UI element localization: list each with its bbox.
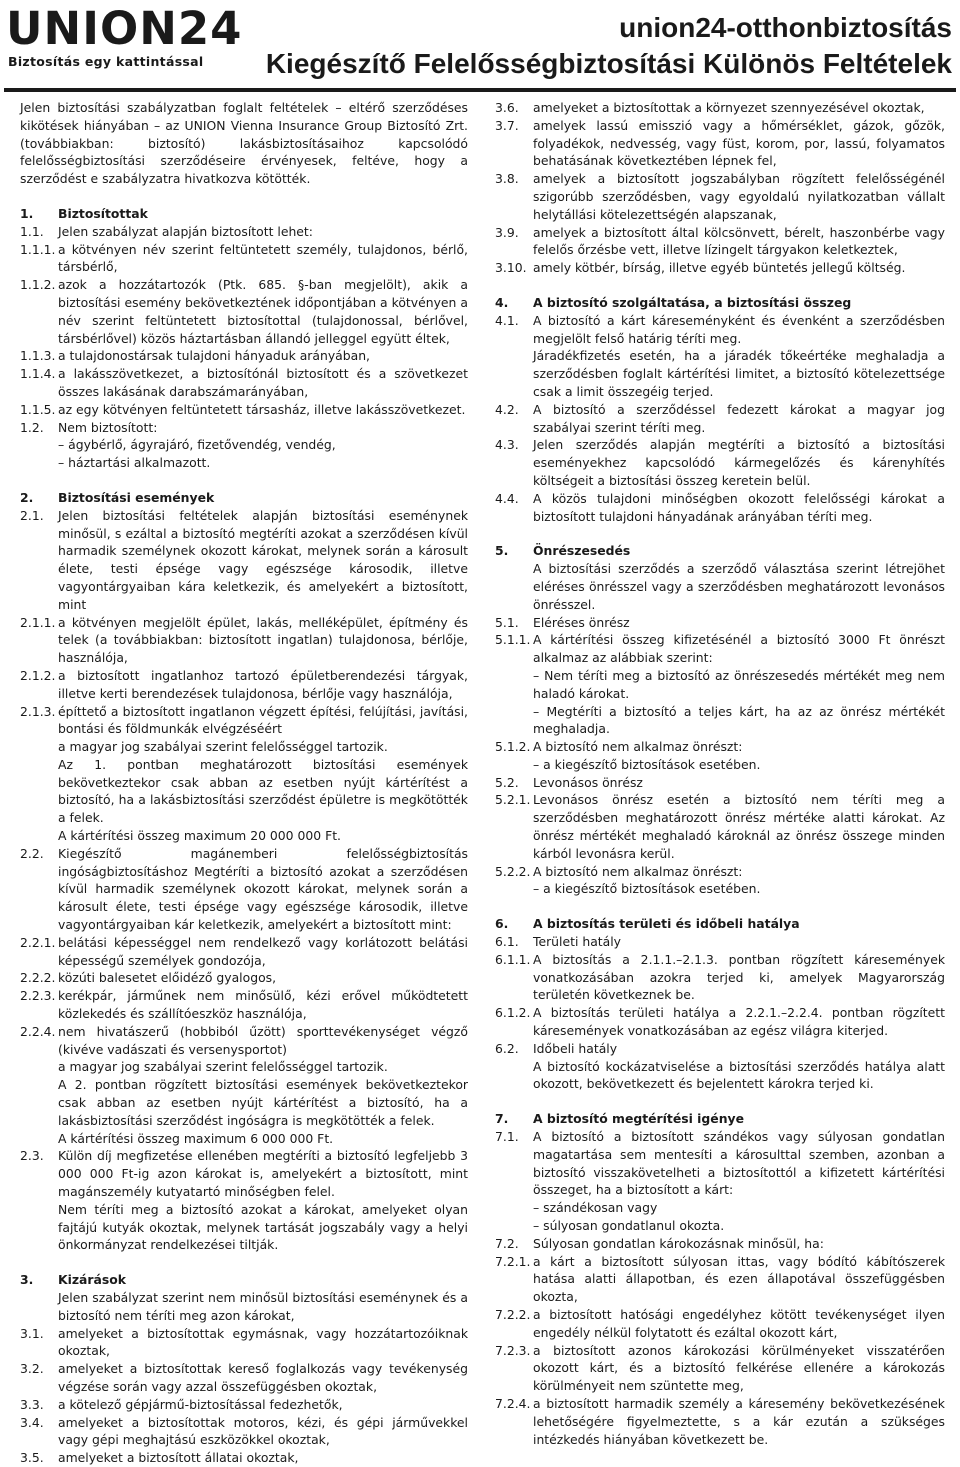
clause-paragraph: A kártérítési összeg maximum 20 000 000 Ft. [58, 828, 341, 844]
union24-logo [6, 4, 256, 84]
clause: 4.1. A biztosító a kárt káreseményként és évenként a szerződésben megjelölt felső határig téríti meg. [495, 312, 945, 346]
clause: 3.1. amelyeket a biztosítottak egymásnak, vagy hozzátartozóiknak okoztak, [20, 1325, 468, 1359]
clause: 6.1.1. A biztosítás a 2.1.1.–2.1.3. pontban rögzített káresemények vonatkozásában azokra terjed ki, amelyek Magyarország területén következnek be. [495, 951, 945, 1003]
clause: 3.9. amelyek a biztosított által kölcsönvett, bérelt, haszonbérbe vagy felelős őrzésbe vett, illetve lízingelt tárgyakon keletkeztek, [495, 224, 945, 258]
section-heading: 5. Önrészesedés [495, 543, 631, 559]
clause: 7.2.3. a biztosított azonos károkozási körülményeket visszatérően okozott kárt, és a biztosító felkérése ellenére a károkozás körülményeit nem szüntette meg, [495, 1342, 945, 1394]
clause-paragraph: A kártérítési összeg maximum 6 000 000 Ft. [58, 1130, 334, 1146]
document-subtitle: Kiegészítő Felelősségbiztosítási Különös Feltételek [265, 48, 952, 79]
clause: 5.2.2. A biztosító nem alkalmaz önrészt: [495, 863, 743, 879]
clause-paragraph: Az 1. pontban meghatározott biztosítási események bekövetkeztekor csak abban az esetben nyújt kártérítést a biztosító, ha a lakásbiztosítási szerződést épületre is megkötötték a felek. [58, 756, 468, 826]
clause-paragraph: Járadékfizetés esetén, ha a járadék tőkeértéke meghaladja a szerződésben foglalt kártérítési limitet, a biztosító kötelezettsége csak a limit összegéig terjed. [533, 348, 945, 399]
header-divider [4, 88, 956, 92]
clause: 7.2.2. a biztosított hatósági engedélyhez kötött tevékenységet ilyen engedély nélkül folytatott és ezáltal okozott kárt, [495, 1307, 945, 1340]
clause: 1.1.2. azok a hozzátartozók (Ptk. 685. §-ban megjelölt), akik a biztosítási esemény bekövetkeztének időpontjában a kötvényen a név szerint feltüntetett biztosítottal (tulajdonossal, bérlővel, társbérlővel) közös háztartásban állandó jelleggel együtt éltek, [20, 277, 468, 346]
clause-paragraph: a magyar jog szabályai szerint felelősséggel tartozik. [58, 1059, 388, 1075]
section-heading: 6. A biztosítás területi és időbeli hatálya [495, 916, 800, 932]
clause: 7.2.4. a biztosított harmadik személy a káresemény bekövetkezésének lehetőségére figyelmeztette, s a kár ezután a szükséges intézkedés hiányában következett be. [495, 1395, 945, 1447]
clause: 1.1.4. a lakásszövetkezet, a biztosítónál biztosított és a szövetkezet összes lakásának darabszámarányában, [20, 366, 468, 399]
clause: 1.2. Nem biztosított: [20, 419, 158, 435]
clause: 7.2. Súlyosan gondatlan károkozásnak minősül, ha: [495, 1235, 824, 1251]
clause-paragraph: A biztosító kockázatviselése a biztosítási szerződés hatálya alatt okozott, bekövetkezett és bejelentett károkra terjed ki. [533, 1058, 945, 1092]
list-item: – Nem téríti meg a biztosító az önrészesedés mértékét meg nem haladó károkat. [533, 667, 945, 701]
clause: 1.1.5. az egy kötvényen feltüntetett társasház, illetve lakásszövetkezet. [20, 401, 466, 417]
clause: 1.1.1. a kötvényen név szerint feltüntetett személy, tulajdonos, bérlő, társbérlő, [20, 241, 468, 275]
section-heading: 4. A biztosító szolgáltatása, a biztosítási összeg [495, 294, 852, 310]
left-column [20, 99, 468, 1467]
clause: 2.2.3. kerékpár, járműnek nem minősülő, kézi erővel működtetett közlekedés és szállítóeszköz használója, [20, 988, 468, 1022]
list-item: – háztartási alkalmazott. [58, 455, 211, 471]
clause: 7.2.1. a kárt a biztosított súlyosan ittas, vagy bódító kábítószerek hatása alatti állapotban, és ezen állapotával összefüggésben okozta, [495, 1253, 945, 1305]
clause-paragraph: Jelen szabályzat szerint nem minősül biztosítási eseménynek és a biztosító nem téríti meg azon károkat, [58, 1290, 468, 1323]
section-heading: 1. Biztosítottak [20, 205, 148, 221]
list-item: – a kiegészítő biztosítások esetében. [533, 881, 761, 897]
clause: 3.3. a kötelező gépjármű-biztosítással fedezhetők, [20, 1396, 343, 1412]
page-header [0, 0, 960, 92]
clause: 5.1. Eléréses önrész [495, 614, 630, 630]
document-title: union24-otthonbiztosítás [619, 12, 952, 43]
logo-tagline: Biztosítás egy kattintással [8, 54, 204, 69]
section-heading: 3. Kizárások [20, 1272, 127, 1288]
clause: 2.3. Külön díj megfizetése ellenében megtéríti a biztosító legfeljebb 3 000 000 Ft-ig azon károkat is, amelyekért a biztosított, mint magánszemély kutyatartó minőségben felel. [20, 1148, 468, 1200]
clause: 1.1. Jelen szabályzat alapján biztosított lehet: [20, 223, 313, 239]
clause: 7.1. A biztosító a biztosított szándékos vagy súlyosan gondatlan magatartása sem mentesíti a károsulttal szemben, azonban a biztosító visszakövetelheti a biztosítottól a kifizetett kártérítési összeget, ha a biztosított a kárt: [495, 1129, 945, 1198]
section-heading: 7. A biztosító megtérítési igénye [495, 1111, 744, 1127]
clause: 3.7. amelyek lassú emisszió vagy a hőmérséklet, gázok, gőzök, folyadékok, nedvesség, vagy füst, korom, por, lassú, folyamatos behatásának következtében lépnek fel, [495, 117, 945, 169]
clause: 3.10. amely kötbér, bírság, illetve egyéb büntetés jellegű költség. [495, 260, 906, 276]
clause: 3.4. amelyeket a biztosítottak motoros, kézi, és gépi járművekkel vagy gépi meghajtású eszközökkel okoztak, [20, 1414, 468, 1448]
clause: 5.1.1. A kártérítési összeg kifizetésénél a biztosító 3000 Ft önrészt alkalmaz az alábbiak szerint: [495, 632, 945, 666]
clause-paragraph: A biztosítási szerződés a szerződő választása szerint létrejöhet eléréses önrésszel vagy a szerződésben meghatározott levonásos önrésszel. [533, 561, 945, 612]
list-item: – szándékosan vagy [533, 1200, 658, 1216]
clause: 4.4. A közös tulajdoni minőségben okozott felelősségi károkat a biztosított tulajdoni hányadának arányában téríti meg. [495, 490, 945, 524]
clause: 5.2. Levonásos önrész [495, 774, 643, 790]
clause: 2.1.2. a biztosított ingatlanhoz tartozó épületberendezési tárgyak, illetve kerti berendezések tulajdonosa, bérlője vagy használója, [20, 667, 468, 701]
clause: 5.2.1. Levonásos önrész esetén a biztosító nem téríti meg a szerződésben meghatározott önrész mértéke alatti károkat. Az önrész mértékét meghaladó károknál az önrész összege minden kárból levonásra kerül. [495, 792, 945, 861]
clause: 1.1.3. a tulajdonostársak tulajdoni hányaduk arányában, [20, 348, 370, 364]
section-heading: 2. Biztosítási események [20, 489, 215, 505]
clause: 2.1.1. a kötvényen megjelölt épület, lakás, melléképület, építmény és telek (a továbbiakban: biztosított ingatlan) tulajdonosa, bérlője, használója, [20, 614, 468, 666]
clause: 2.2.1. belátási képességgel nem rendelkező vagy korlátozott belátási képességű személyek gondozója, [20, 934, 468, 968]
list-item: – súlyosan gondatlanul okozta. [533, 1218, 725, 1234]
clause: 3.8. amelyek a biztosított jogszabályban rögzített felelősségénél szigorúbb szerződésben, vagy egyoldalú nyilatkozatban vállalt helytállási kötelezettségén alapszanak, [495, 171, 945, 222]
list-item: – ágybérlő, ágyrajáró, fizetővendég, vendég, [58, 437, 336, 453]
clause: 2.1.3. építtető a biztosított ingatlanon végzett építési, felújítási, javítási, bontási és földmunkák elvégzéséért [20, 703, 468, 737]
clause-paragraph: Nem téríti meg a biztosító azokat a károkat, amelyeket olyan fajtájú kutyák okoztak, melynek tartását jogszabály vagy a helyi önkormányzat rendelkezései tiltják. [58, 1201, 468, 1253]
clause: 6.1.2. A biztosítás területi hatálya a 2.2.1.–2.2.4. pontban rögzített káresemények vonatkozásában az egész világra kiterjed. [495, 1005, 945, 1039]
clause: 5.1.2. A biztosító nem alkalmaz önrészt: [495, 739, 743, 755]
clause: 4.3. Jelen szerződés alapján megtéríti a biztosító a biztosítási eseményekhez kapcsolódó kármegelőzés és kárenyhítés költségeit a biztosítási összeg keretein belül. [495, 437, 945, 488]
list-item: – Megtéríti a biztosító a teljes kárt, ha az az önrész mértékét meghaladja. [533, 703, 945, 737]
intro-paragraph: Jelen biztosítási szabályzatban foglalt feltételek – eltérő szerződéses kikötések hiányában – az UNION Vienna Insurance Group Biztosító Zrt. (továbbiakban: biztosító) lakásbiztosításaihoz kapcsolódó felelősségbiztosítási szerződéseire érvényesek, feltéve, hogy a szerződést e szabályzatra hivatkozva kötötték. [20, 100, 468, 187]
right-column [495, 99, 945, 1448]
clause: 2.1. Jelen biztosítási feltételek alapján biztosítási eseménynek minősül, s ezáltal a biztosító megtéríti azokat a szerződésen kívül harmadik személynek okozott károkat, melynek során a károsult élete, testi épsége vagy egészsége károsodik, illetve vagyontárgyaiban kára keletkezik, és amelyekért a biztosított, mint [20, 507, 468, 612]
clause: 2.2.2. közúti balesetet előidéző gyalogos, [20, 970, 277, 986]
clause: 6.2. Időbeli hatály [495, 1040, 618, 1056]
clause: 2.2. Kiegészítő magánemberi felelősségbiztosítás ingóságbiztosításhoz Megtéríti a biztosító azokat a szerződésen kívül harmadik személynek okozott károkat, melynek során a károsult élete, testi épsége vagy egészsége károsodik, illetve vagyontárgyaiban kár keletkezik, amelyekért a biztosított mint: [20, 845, 468, 933]
clause-paragraph: A 2. pontban rögzített biztosítási események bekövetkeztekor csak abban az esetben nyújt kártérítést a biztosító, ha a lakásbiztosítási szerződést ingóságra is megkötötték a felek. [58, 1077, 468, 1128]
clause: 2.2.4. nem hivatászerű (hobbiból űzött) sporttevékenységet végző (kivéve vadászati és versenysportot) [20, 1023, 468, 1057]
list-item: – a kiegészítő biztosítások esetében. [533, 756, 761, 772]
clause: 3.6. amelyeket a biztosítottak a környezet szennyezésével okoztak, [495, 100, 925, 115]
clause: 4.2. A biztosító a szerződéssel fedezett károkat a magyar jog szabályai szerint téríti meg. [495, 401, 945, 435]
clause: 6.1. Területi hatály [495, 934, 622, 950]
clause: 3.2. amelyeket a biztosítottak kereső foglalkozás vagy tevékenység végzése során vagy azzal összefüggésben okoztak, [20, 1361, 468, 1394]
logo-wordmark: UNION24 [6, 2, 243, 55]
clause: 3.5. amelyeket a biztosított állatai okoztak, [20, 1450, 299, 1466]
clause-paragraph: a magyar jog szabályai szerint felelősséggel tartozik. [58, 739, 388, 755]
